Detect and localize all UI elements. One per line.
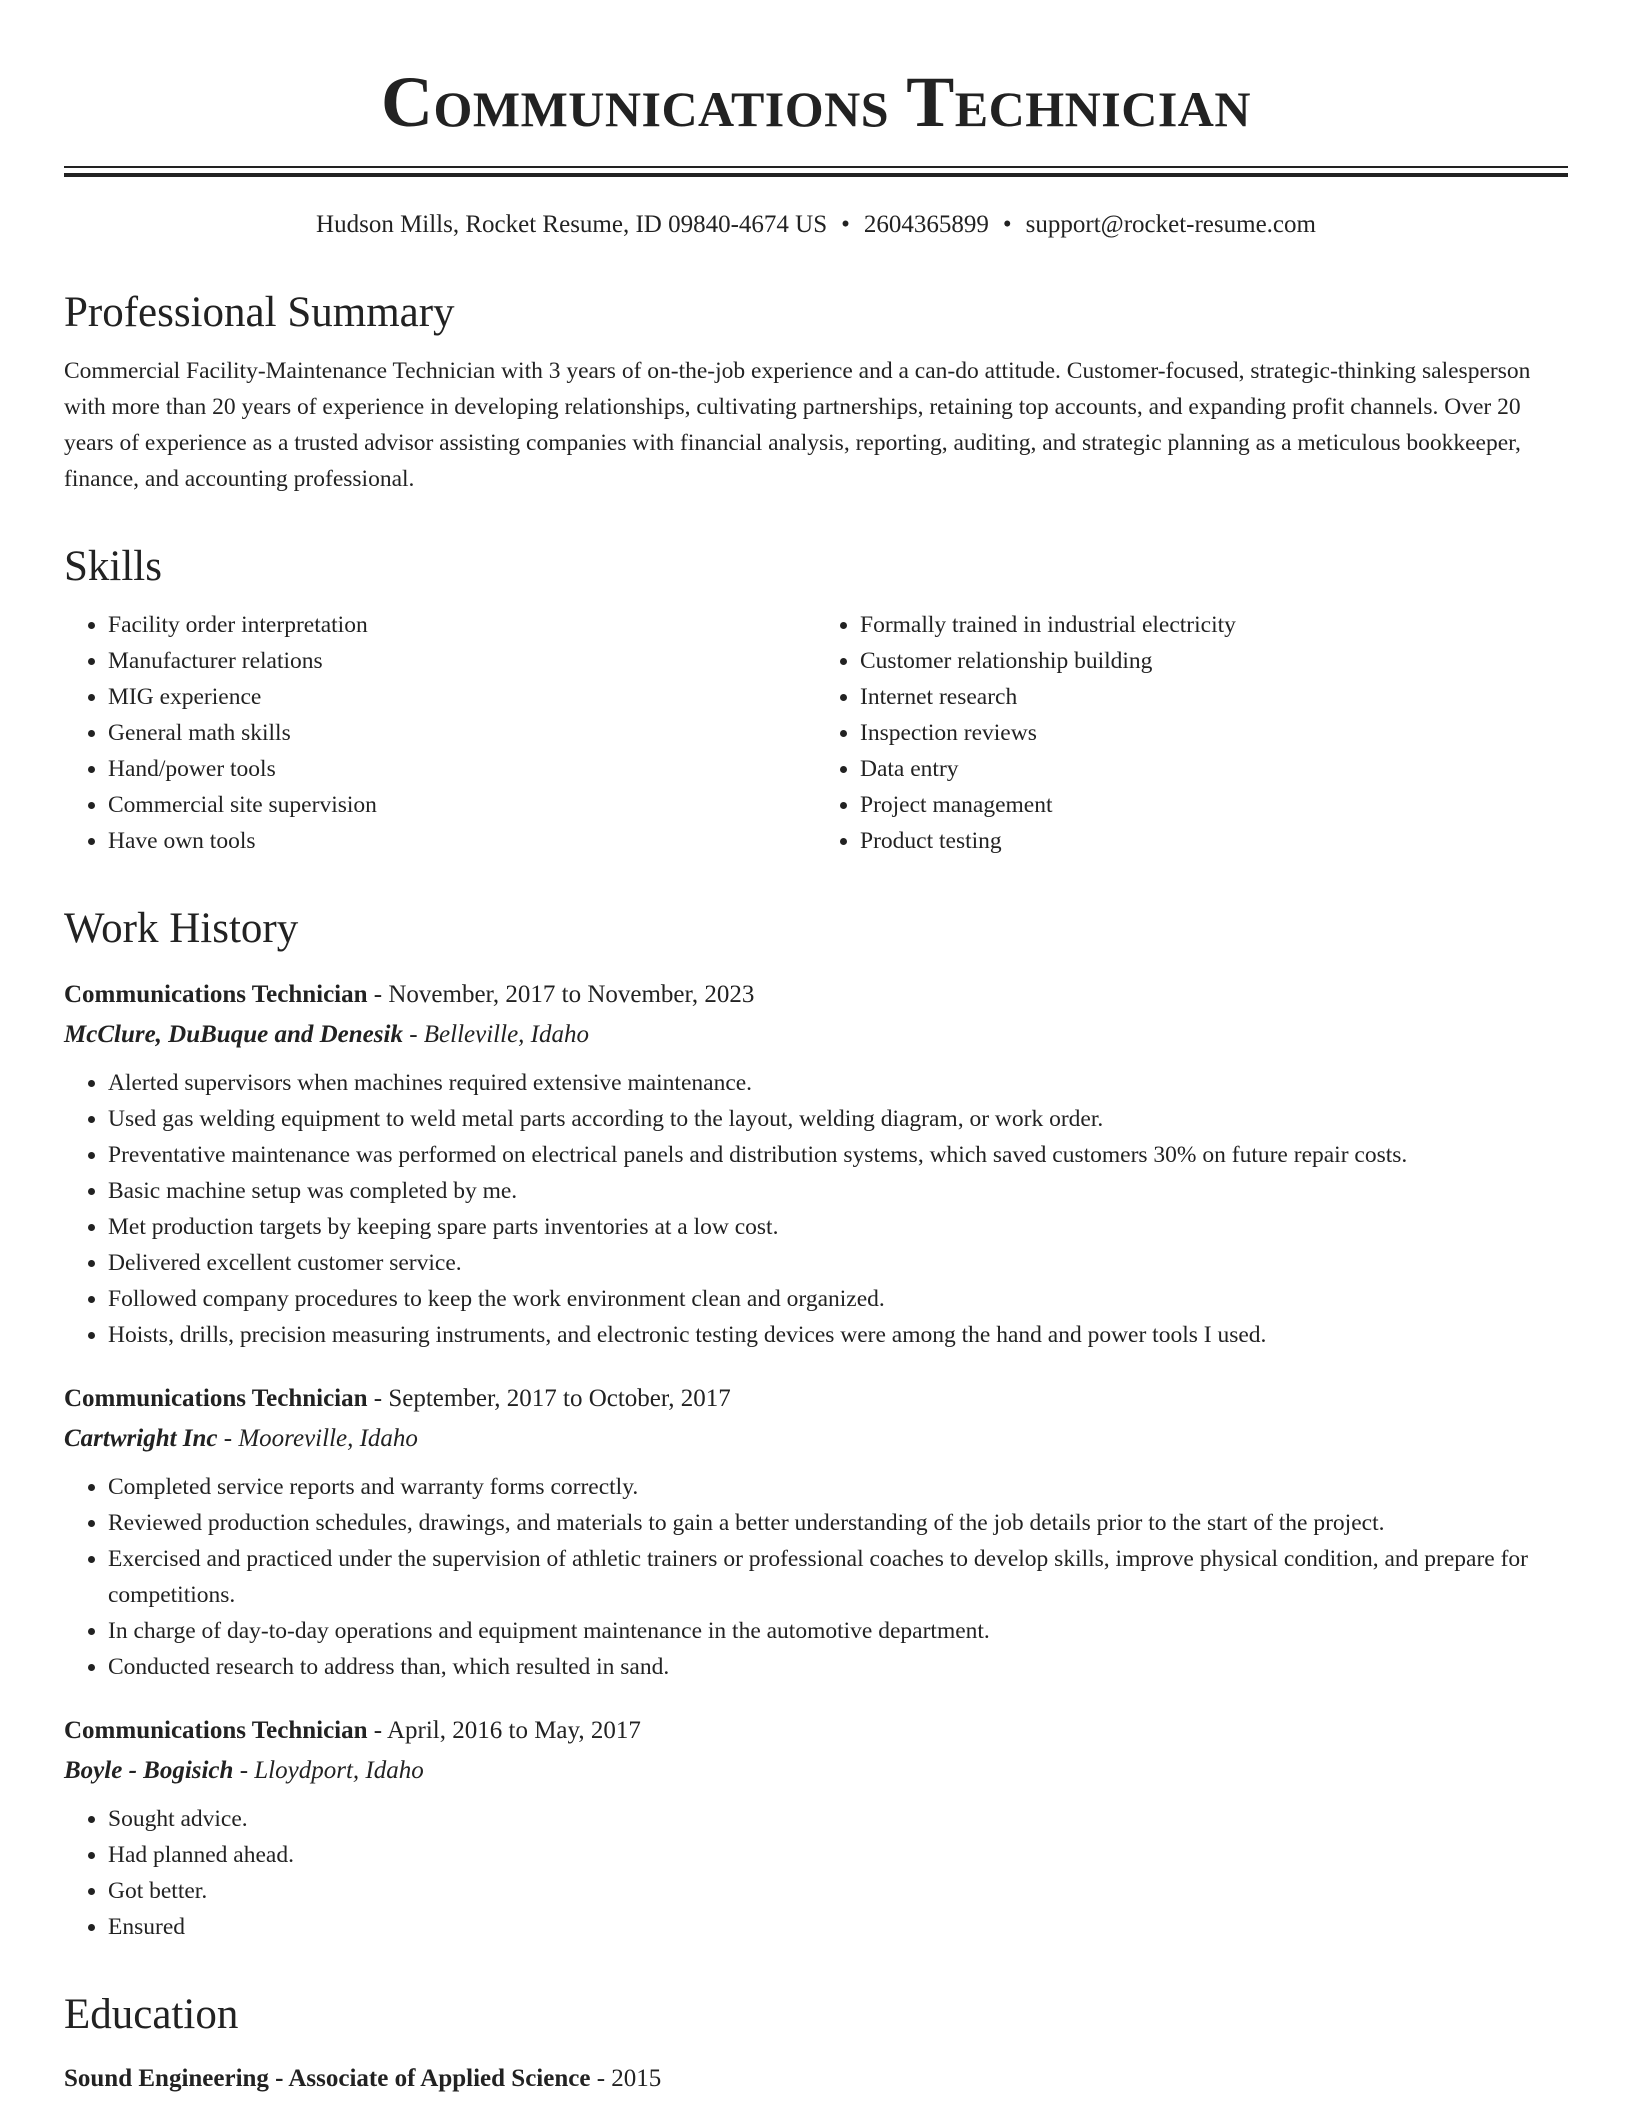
job-title-line <box>64 1711 1568 1751</box>
skill-item: • General math skills <box>108 715 816 751</box>
education-heading: Education <box>64 1991 239 2038</box>
job-title-line <box>64 975 1568 1015</box>
contact-address: Hudson Mills, Rocket Resume, ID 09840-4674 US <box>316 211 828 238</box>
job-role: Communications Technician <box>64 1385 368 1412</box>
job-entry <box>64 1711 1568 1945</box>
job-bullet: • Preventative maintenance was performed on electrical panels and distribution systems, which saved customers 30% on future repair costs. <box>108 1137 1568 1173</box>
skills-column-right <box>816 607 1568 859</box>
job-company-line <box>64 1751 1568 1791</box>
job-bullet: • Used gas welding equipment to weld metal parts according to the layout, welding diagram, or work order. <box>108 1101 1568 1137</box>
job-bullet: • Delivered excellent customer service. <box>108 1245 1568 1281</box>
skills-list <box>64 607 1568 859</box>
job-entry <box>64 1379 1568 1685</box>
skill-item: • Internet research <box>860 679 1568 715</box>
job-role: Communications Technician <box>64 1717 368 1744</box>
job-bullets <box>64 1065 1568 1353</box>
job-dates: - April, 2016 to May, 2017 <box>367 1717 641 1744</box>
skill-item: • Inspection reviews <box>860 715 1568 751</box>
skill-item: • Commercial site supervision <box>108 787 816 823</box>
job-bullet: • In charge of day-to-day operations and equipment maintenance in the automotive department. <box>108 1613 1568 1649</box>
skill-item: • MIG experience <box>108 679 816 715</box>
job-title-line <box>64 1379 1568 1419</box>
job-company-line <box>64 1419 1568 1459</box>
job-bullet: • Had planned ahead. <box>108 1837 1568 1873</box>
job-entry <box>64 975 1568 1353</box>
job-location: - Belleville, Idaho <box>402 1021 589 1048</box>
skill-item: • Customer relationship building <box>860 643 1568 679</box>
header-rule-thin <box>64 166 1568 168</box>
job-company-line <box>64 1015 1568 1055</box>
job-dates: - November, 2017 to November, 2023 <box>367 981 755 1008</box>
contact-separator: • <box>841 211 850 238</box>
job-company: Cartwright Inc <box>64 1425 218 1452</box>
job-bullets <box>64 1801 1568 1945</box>
job-role: Communications Technician <box>64 981 368 1008</box>
contact-line <box>64 207 1568 243</box>
job-bullet: • Sought advice. <box>108 1801 1568 1837</box>
job-bullet: • Got better. <box>108 1873 1568 1909</box>
contact-email: support@rocket-resume.com <box>1025 211 1316 238</box>
job-bullet: • Reviewed production schedules, drawings, and materials to gain a better understanding of the job details prior to the start of the project. <box>108 1505 1568 1541</box>
job-bullet: • Completed service reports and warranty forms correctly. <box>108 1469 1568 1505</box>
job-location: - Mooreville, Idaho <box>217 1425 418 1452</box>
job-bullets <box>64 1469 1568 1685</box>
skill-item: • Facility order interpretation <box>108 607 816 643</box>
job-bullet: • Hoists, drills, precision measuring instruments, and electronic testing devices were among the hand and power tools I used. <box>108 1317 1568 1353</box>
job-bullet: • Ensured <box>108 1909 1568 1945</box>
skill-item: • Formally trained in industrial electricity <box>860 607 1568 643</box>
job-bullet: • Met production targets by keeping spare parts inventories at a low cost. <box>108 1209 1568 1245</box>
education-year: - 2015 <box>590 2065 662 2092</box>
job-company: Boyle - Bogisich <box>64 1757 234 1784</box>
candidate-title: Communications Technician <box>381 62 1251 142</box>
job-bullet: • Exercised and practiced under the supervision of athletic trainers or professional coaches to develop skills, improve physical condition, and prepare for competitions. <box>108 1541 1568 1613</box>
work-history-heading: Work History <box>64 905 299 952</box>
contact-separator: • <box>1002 211 1012 238</box>
skills-column-left <box>64 607 816 859</box>
skill-item: • Project management <box>860 787 1568 823</box>
summary-text: Commercial Facility-Maintenance Technician with 3 years of on-the-job experience and a can-do attitude. Customer-focused, strategic-thinking salesperson with more than 20 years of experience in developing relationships, cultivating partnerships, retaining top accounts, and expanding profit channels. Over 20 years of experience as a trusted advisor assisting companies with financial analysis, reporting, auditing, and strategic planning as a meticulous bookkeeper, finance, and accounting professional. <box>64 358 1531 492</box>
contact-phone: 2604365899 <box>863 211 989 238</box>
skill-item: • Hand/power tools <box>108 751 816 787</box>
job-bullet: • Followed company procedures to keep the work environment clean and organized. <box>108 1281 1568 1317</box>
job-dates: - September, 2017 to October, 2017 <box>367 1385 731 1412</box>
summary-heading: Professional Summary <box>64 289 455 336</box>
job-location: - Lloydport, Idaho <box>233 1757 424 1784</box>
education-entry <box>64 2059 1568 2099</box>
education-degree: Sound Engineering - Associate of Applied Science <box>64 2065 591 2092</box>
job-bullet: • Conducted research to address than, which resulted in sand. <box>108 1649 1568 1685</box>
skill-item: • Manufacturer relations <box>108 643 816 679</box>
skill-item: • Product testing <box>860 823 1568 859</box>
job-company: McClure, DuBuque and Denesik <box>64 1021 403 1048</box>
skill-item: • Data entry <box>860 751 1568 787</box>
job-bullet: • Alerted supervisors when machines required extensive maintenance. <box>108 1065 1568 1101</box>
skills-heading: Skills <box>64 543 162 590</box>
job-bullet: • Basic machine setup was completed by me. <box>108 1173 1568 1209</box>
header-rule-thick <box>64 173 1568 177</box>
skill-item: • Have own tools <box>108 823 816 859</box>
